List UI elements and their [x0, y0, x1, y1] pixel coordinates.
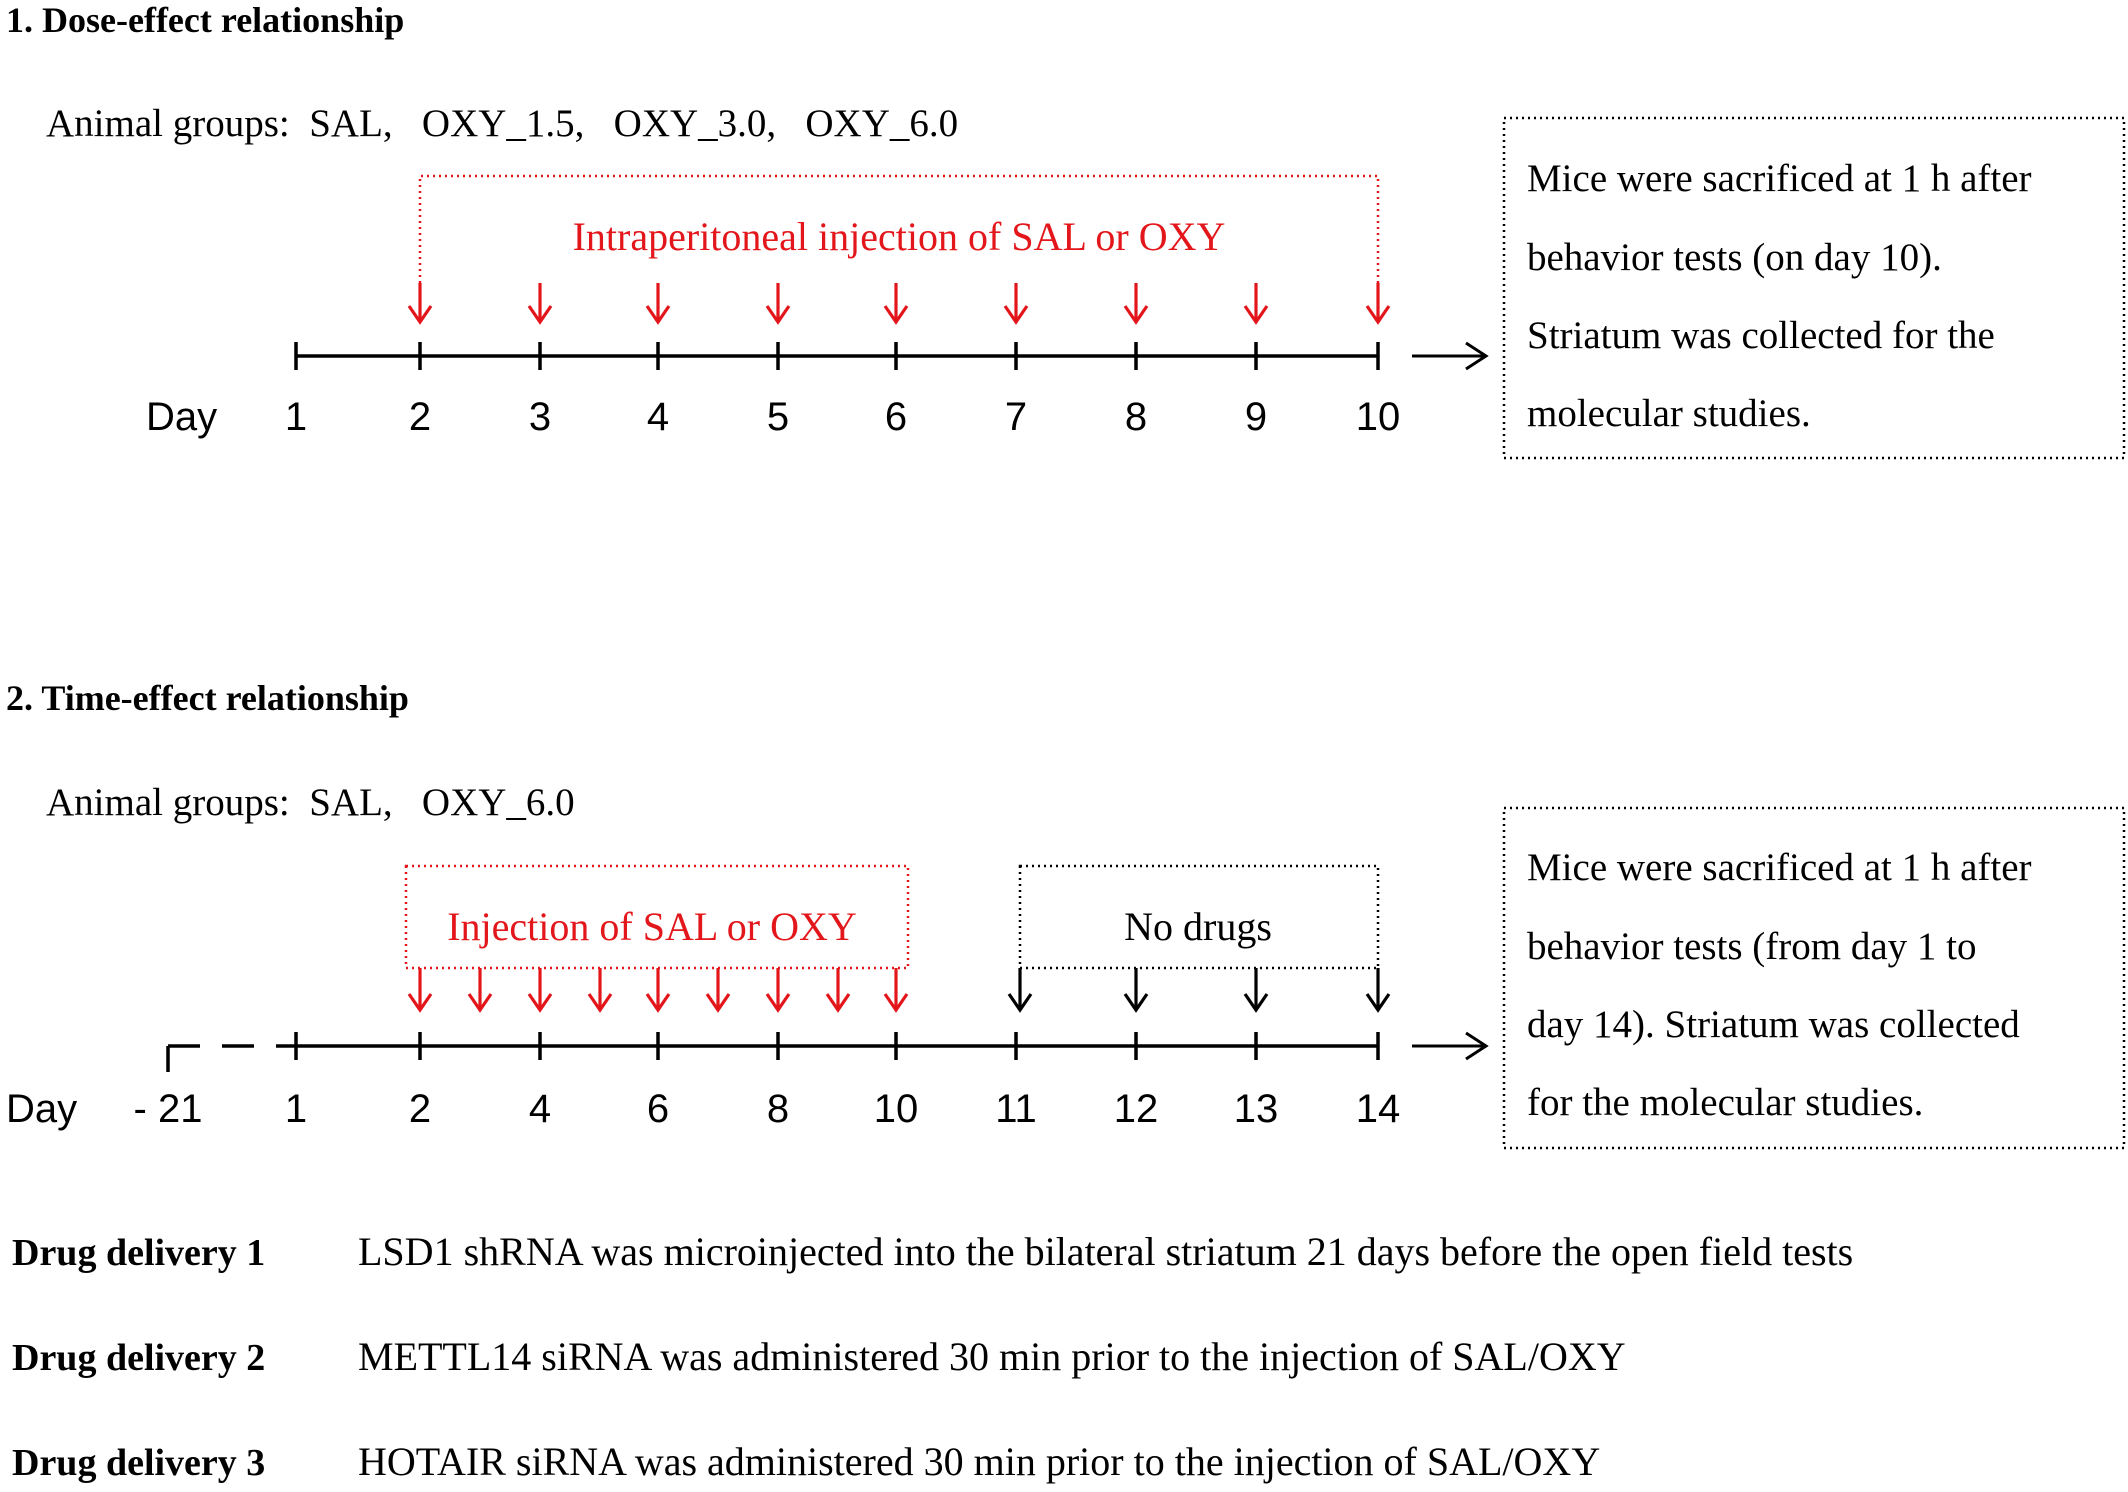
drug-delivery-3-label: Drug delivery 3	[12, 1442, 266, 1484]
red-down-arrow-icon	[707, 968, 729, 1010]
drug-delivery-2-label: Drug delivery 2	[12, 1337, 266, 1379]
section2-note-line-4: for the molecular studies.	[1527, 1081, 1924, 1124]
section2-injection-arrows	[409, 968, 907, 1010]
day-number: 8	[766, 1087, 790, 1131]
red-down-arrow-icon	[827, 968, 849, 1010]
day-number: 2	[408, 1087, 432, 1131]
black-down-arrow-icon	[1009, 968, 1031, 1010]
red-down-arrow-icon	[1367, 283, 1389, 322]
drug-delivery-3-text: HOTAIR siRNA was administered 30 min prior to the injection of SAL/OXY	[358, 1439, 1601, 1484]
drug-delivery-1-text: LSD1 shRNA was microinjected into the bilateral striatum 21 days before the open field tests	[358, 1229, 1854, 1274]
day-number: 4	[646, 395, 670, 439]
section1-day-numbers	[285, 395, 1400, 439]
section1-note-line-4: molecular studies.	[1527, 392, 1811, 435]
section1-note-line-3: Striatum was collected for the	[1527, 314, 1995, 357]
day-number: 9	[1244, 395, 1268, 439]
red-down-arrow-icon	[885, 283, 907, 322]
day-number: 10	[1355, 395, 1401, 439]
section2-no-drugs-label: No drugs	[1124, 904, 1272, 949]
red-down-arrow-icon	[409, 968, 431, 1010]
red-down-arrow-icon	[1005, 283, 1027, 322]
black-down-arrow-icon	[1125, 968, 1147, 1010]
drug-delivery-2-text: METTL14 siRNA was administered 30 min prior to the injection of SAL/OXY	[358, 1334, 1626, 1379]
red-down-arrow-icon	[469, 968, 491, 1010]
section1-injection-label: Intraperitoneal injection of SAL or OXY	[572, 214, 1226, 259]
day-number: 6	[646, 1087, 670, 1131]
red-down-arrow-icon	[589, 968, 611, 1010]
red-down-arrow-icon	[767, 968, 789, 1010]
day-number: 1	[284, 395, 308, 439]
red-down-arrow-icon	[647, 968, 669, 1010]
section2-result-arrow	[1412, 1033, 1486, 1059]
section1-note-text	[1527, 157, 2032, 435]
day-number: 8	[1124, 395, 1148, 439]
drug-delivery-list	[12, 1229, 1853, 1484]
red-down-arrow-icon	[647, 283, 669, 322]
day-number: 4	[528, 1087, 552, 1131]
section2-timeline-axis	[168, 1046, 1378, 1072]
red-down-arrow-icon	[1125, 283, 1147, 322]
day-number: 2	[408, 395, 432, 439]
day-number: 11	[995, 1087, 1037, 1131]
day-number: 12	[1113, 1087, 1159, 1131]
day-number: 7	[1004, 395, 1028, 439]
section2-animal-groups: Animal groups: SAL, OXY_6.0	[46, 781, 575, 824]
section2-day-label: Day	[6, 1087, 78, 1131]
day-number: 13	[1233, 1087, 1279, 1131]
day-number: 3	[528, 395, 552, 439]
section2-note-line-1: Mice were sacrificed at 1 h after	[1527, 846, 2032, 889]
red-down-arrow-icon	[1245, 283, 1267, 322]
day-number: 14	[1355, 1087, 1401, 1131]
red-down-arrow-icon	[767, 283, 789, 322]
drug-delivery-1-label: Drug delivery 1	[12, 1232, 266, 1274]
section1-day-label: Day	[146, 395, 218, 439]
section1-result-arrow	[1412, 343, 1486, 369]
section2-note-line-2: behavior tests (from day 1 to	[1527, 925, 1977, 968]
black-down-arrow-icon	[1245, 968, 1267, 1010]
section2-no-drug-arrows	[1009, 968, 1389, 1010]
section2-note-line-3: day 14). Striatum was collected	[1527, 1003, 2020, 1046]
day-number: 10	[873, 1087, 919, 1131]
day-number: 1	[284, 1087, 308, 1131]
red-down-arrow-icon	[409, 283, 431, 322]
section1-note-line-2: behavior tests (on day 10).	[1527, 236, 1942, 279]
black-down-arrow-icon	[1367, 968, 1389, 1010]
red-down-arrow-icon	[529, 283, 551, 322]
section2-note-text	[1527, 846, 2032, 1124]
red-down-arrow-icon	[885, 968, 907, 1010]
day-number: - 21	[133, 1087, 203, 1131]
section1-animal-groups: Animal groups: SAL, OXY_1.5, OXY_3.0, OXY_6.0	[46, 102, 959, 145]
section1-heading: 1. Dose-effect relationship	[6, 0, 405, 40]
day-number: 6	[884, 395, 908, 439]
section2-day-numbers	[134, 1087, 1401, 1131]
section2-injection-label: Injection of SAL or OXY	[447, 904, 857, 949]
section2-heading: 2. Time-effect relationship	[6, 678, 409, 718]
red-down-arrow-icon	[529, 968, 551, 1010]
section1-injection-arrows	[409, 283, 1389, 322]
section1-note-line-1: Mice were sacrificed at 1 h after	[1527, 157, 2032, 200]
day-number: 5	[766, 395, 790, 439]
